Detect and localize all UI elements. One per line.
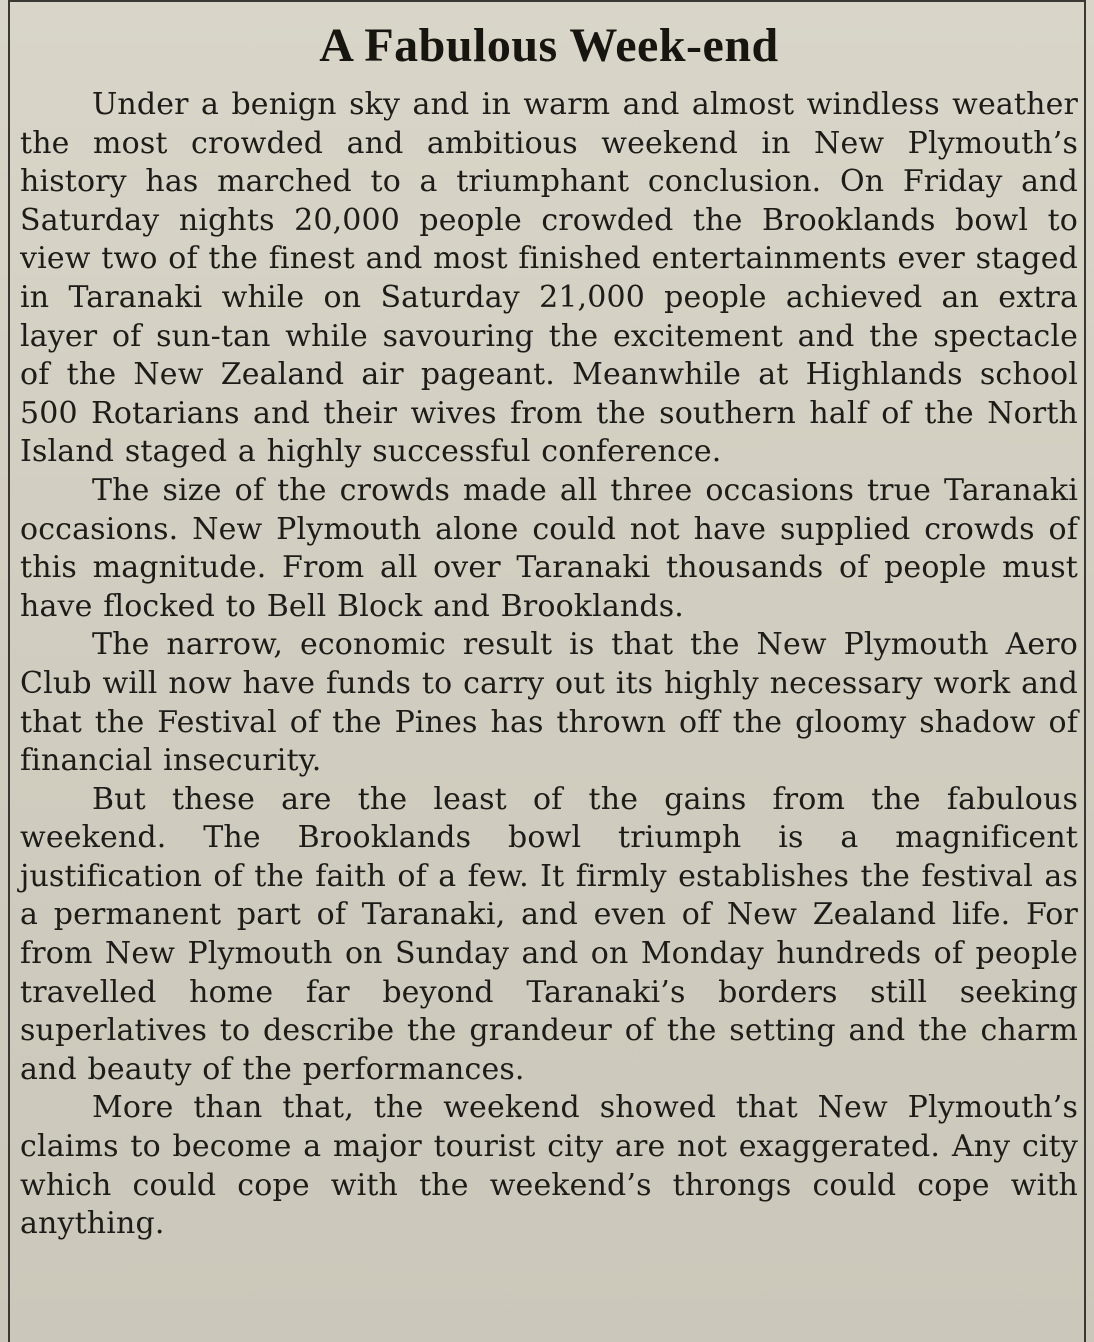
paragraph-5: More than that, the weekend showed that New Plymouth’s claims to become a major tourist city are not exaggerated. Any city which could cope with the weekend’s throngs could cope with anything. <box>20 1090 1078 1242</box>
paragraph-2: The size of the crowds made all three occasions true Taranaki occasions. New Plymouth alone could not have supplied crowds of this magnitude. From all over Taranaki thousands of people must have flocked to Bell Block and Brooklands. <box>20 472 1078 624</box>
editorial-article <box>20 14 1078 1244</box>
headline: A Fabulous Week-end <box>319 19 779 72</box>
paragraph-4: But these are the least of the gains from the fabulous weekend. The Brooklands bowl triumph is a magnificent justification of the faith of a few. It firmly establishes the festival as a permanent part of Taranaki, and even of New Zealand life. For from New Plymouth on Sunday and on Monday hundreds of people travelled home far beyond Taranaki’s borders still seeking superlatives to describe the grandeur of the setting and the charm and beauty of the performances. <box>20 781 1078 1087</box>
column-rule-left <box>8 0 10 1342</box>
column-rule-top <box>8 0 1086 2</box>
column-rule-right <box>1084 0 1086 1342</box>
paragraph-1: Under a benign sky and in warm and almost windless weather the most crowded and ambitious weekend in New Plymouth’s history has marched to a triumphant conclusion. On Friday and Saturday nights 20,000 people crowded the Brooklands bowl to view two of the finest and most finished entertainments ever staged in Taranaki while on Saturday 21,000 people achieved an extra layer of sun-tan while savouring the excitement and the spectacle of the New Zealand air pageant. Meanwhile at Highlands school 500 Rotarians and their wives from the southern half of the North Island staged a highly successful conference. <box>20 87 1078 470</box>
paragraph-3: The narrow, economic result is that the New Plymouth Aero Club will now have funds to carry out its highly necessary work and that the Festival of the Pines has thrown off the gloomy shadow of financial insecurity. <box>20 627 1078 779</box>
